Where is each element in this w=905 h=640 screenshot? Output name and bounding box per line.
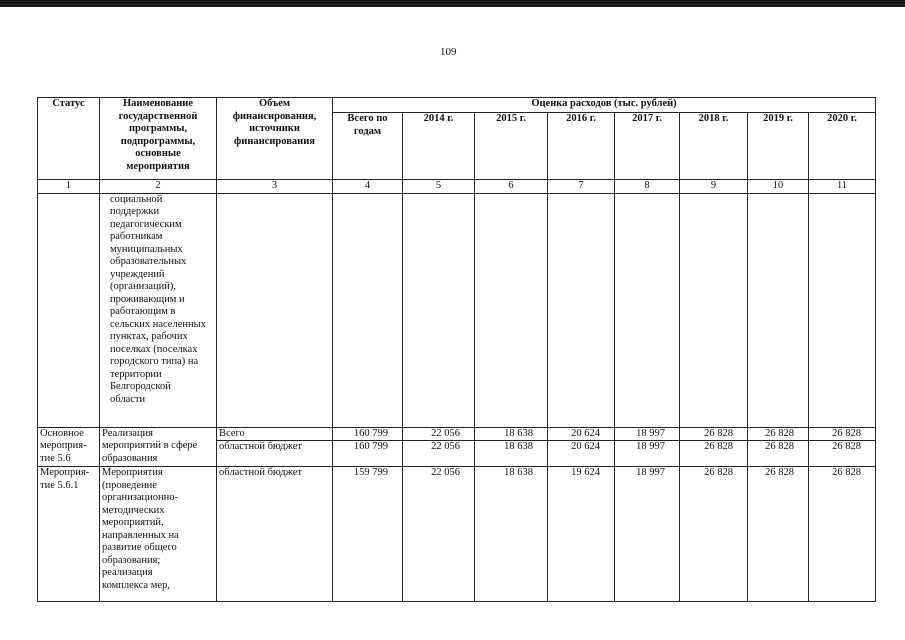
header-name: Наименование государственной программы, подпрограммы, основные мероприятия bbox=[100, 98, 217, 180]
column-number: 8 bbox=[615, 180, 680, 194]
scan-top-border bbox=[0, 0, 905, 7]
row-status bbox=[38, 193, 100, 427]
value-cell bbox=[680, 193, 748, 427]
value-cell: 18 997 bbox=[615, 467, 680, 602]
column-number: 11 bbox=[809, 180, 876, 194]
value-cell: 26 828 bbox=[809, 441, 876, 467]
value-cell: 18 638 bbox=[475, 467, 548, 602]
value-cell: 18 997 bbox=[615, 427, 680, 441]
value-cell: 26 828 bbox=[680, 467, 748, 602]
value-cell: 20 624 bbox=[548, 441, 615, 467]
header-row-top bbox=[38, 98, 876, 113]
row-status: Основное мероприя- тие 5.6 bbox=[38, 427, 100, 467]
value-cell: 26 828 bbox=[680, 441, 748, 467]
value-cell: 160 799 bbox=[333, 441, 403, 467]
column-number: 6 bbox=[475, 180, 548, 194]
row-source: областной бюджет bbox=[217, 441, 333, 467]
value-cell bbox=[615, 193, 680, 427]
header-status: Статус bbox=[38, 98, 100, 180]
column-number: 9 bbox=[680, 180, 748, 194]
header-year-2017: 2017 г. bbox=[615, 113, 680, 180]
value-cell: 19 624 bbox=[548, 467, 615, 602]
value-cell bbox=[403, 193, 475, 427]
header-year-2016: 2016 г. bbox=[548, 113, 615, 180]
value-cell bbox=[333, 193, 403, 427]
value-cell: 18 638 bbox=[475, 441, 548, 467]
row-source bbox=[217, 193, 333, 427]
table-row bbox=[38, 427, 876, 441]
value-cell: 22 056 bbox=[403, 427, 475, 441]
column-number: 4 bbox=[333, 180, 403, 194]
column-number: 3 bbox=[217, 180, 333, 194]
page-number: 109 bbox=[440, 46, 457, 58]
column-number: 2 bbox=[100, 180, 217, 194]
header-year-2019: 2019 г. bbox=[748, 113, 809, 180]
value-cell: 20 624 bbox=[548, 427, 615, 441]
value-cell: 26 828 bbox=[748, 467, 809, 602]
row-name: Мероприятия (проведение организационно- методических мероприятий, направленных на развитие общего образования; реализация комплекса мер, bbox=[100, 467, 217, 602]
value-cell bbox=[475, 193, 548, 427]
row-name: Реализация мероприятий в сфере образования bbox=[100, 427, 217, 467]
value-cell: 26 828 bbox=[748, 427, 809, 441]
header-year-2014: 2014 г. bbox=[403, 113, 475, 180]
column-number-row bbox=[38, 180, 876, 194]
column-number: 7 bbox=[548, 180, 615, 194]
column-number: 10 bbox=[748, 180, 809, 194]
value-cell: 22 056 bbox=[403, 441, 475, 467]
header-year-2015: 2015 г. bbox=[475, 113, 548, 180]
value-cell: 18 997 bbox=[615, 441, 680, 467]
header-total: Всего по годам bbox=[333, 113, 403, 180]
value-cell: 160 799 bbox=[333, 427, 403, 441]
value-cell: 26 828 bbox=[809, 427, 876, 441]
value-cell bbox=[548, 193, 615, 427]
header-volume: Объем финансирования, источники финансирования bbox=[217, 98, 333, 180]
table-row bbox=[38, 467, 876, 602]
value-cell: 22 056 bbox=[403, 467, 475, 602]
row-source: областной бюджет bbox=[217, 467, 333, 602]
row-source: Всего bbox=[217, 427, 333, 441]
header-year-2020: 2020 г. bbox=[809, 113, 876, 180]
row-name: социальной поддержки педагогическим работникам муниципальных образовательных учреждений (организаций), проживающим и работающим в сельских населенных пунктах, рабочих поселках (поселках городского типа) на территории Белгородской области bbox=[100, 193, 217, 427]
value-cell: 18 638 bbox=[475, 427, 548, 441]
column-number: 5 bbox=[403, 180, 475, 194]
table-row bbox=[38, 193, 876, 427]
value-cell: 159 799 bbox=[333, 467, 403, 602]
value-cell: 26 828 bbox=[809, 467, 876, 602]
row-status: Мероприя- тие 5.6.1 bbox=[38, 467, 100, 602]
header-estimate: Оценка расходов (тыс. рублей) bbox=[333, 98, 876, 113]
expenditure-table bbox=[37, 97, 876, 602]
header-year-2018: 2018 г. bbox=[680, 113, 748, 180]
value-cell bbox=[748, 193, 809, 427]
value-cell: 26 828 bbox=[680, 427, 748, 441]
value-cell bbox=[809, 193, 876, 427]
value-cell: 26 828 bbox=[748, 441, 809, 467]
column-number: 1 bbox=[38, 180, 100, 194]
